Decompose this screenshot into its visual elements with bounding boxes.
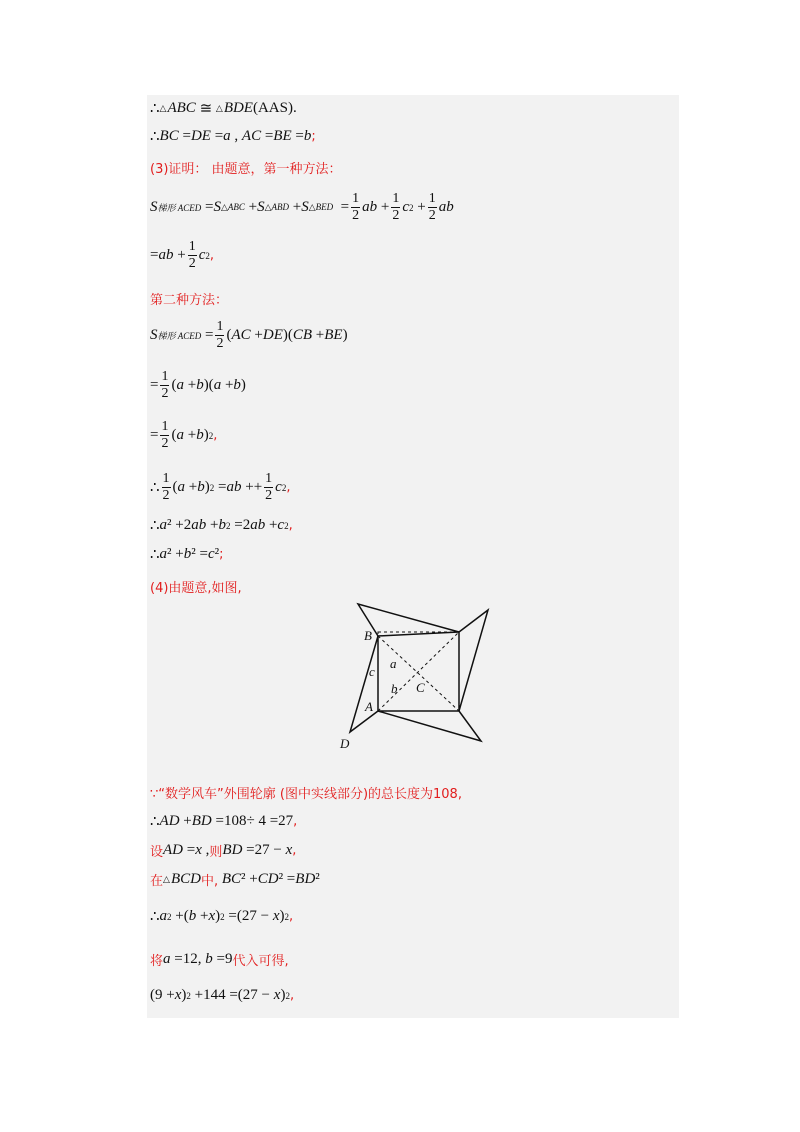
line-expanded: ∴ a ² +2 ab + b 2 =2 ab + c 2 , [150,517,293,534]
label-C: C [416,680,425,695]
line-final-equation: (9 + x ) 2 +144 =(27 − x ) 2 , [150,987,295,1003]
line-equation: ∴ a 2 +( b + x ) 2 =(27 − x ) 2 , [150,908,294,925]
line-equal-sides: ∴ BC = DE = a , AC = BE = b ; [150,128,316,145]
label-a: a [390,656,397,671]
label-A: A [365,699,373,714]
line-in-triangle: 在 △ BCD 中, BC ² + CD ² = BD ² [150,871,320,889]
inner-dashed-lines [378,632,459,711]
line-substituted: = $\frac{1}{2}$ ( a + b )( a + b ) [150,369,246,401]
line-method2: 第二种方法： [150,293,229,308]
line-trapezoid-formula: S 梯形 ACED = $\frac{1}{2}$ ( AC + DE )( CB + BE ) [150,319,348,351]
line-substitute-values: 将 a =12, b =9 代入可得, [150,951,289,969]
label-B: B [364,628,372,643]
line-proof-method1: (3)证明： 由题意，第一种方法： [150,162,342,177]
line-pythagoras: ∴ a ² + b ² = c ² ; [150,546,224,563]
line-let-x: 设 AD = x , 则 BD =27 − x , [150,842,297,860]
line-perimeter: ∵“数学风车”外围轮廓 (图中实线部分)的总长度为108, [150,787,462,802]
line-area-sum: S 梯形 ACED = S △ABC + S △ABD + S △BED = $\frac{1}{2}$ ab + $\frac{1}{2}$ c 2 + $\frac{1}{2}$ ab [150,191,454,223]
windmill-figure [330,598,500,753]
line-part4-intro: (4)由题意,如图, [150,581,242,596]
label-D: D [340,736,350,751]
label-c: c [369,664,375,679]
line-area-simplified: = ab + $\frac{1}{2}$ c 2 , [150,239,214,271]
line-sum-ad-bd: ∴ AD + BD =108÷ 4 =27 , [150,813,298,830]
line-squared: = $\frac{1}{2}$ ( a + b ) 2 , [150,419,218,451]
line-congruence: ∴ △ ABC ≅ △ BDE (AAS). [150,100,297,117]
line-equate-areas: ∴ $\frac{1}{2}$ ( a + b ) 2 = ab ++ $\frac{1}{2}$ c 2 , [150,471,291,503]
label-b: b [391,681,398,696]
